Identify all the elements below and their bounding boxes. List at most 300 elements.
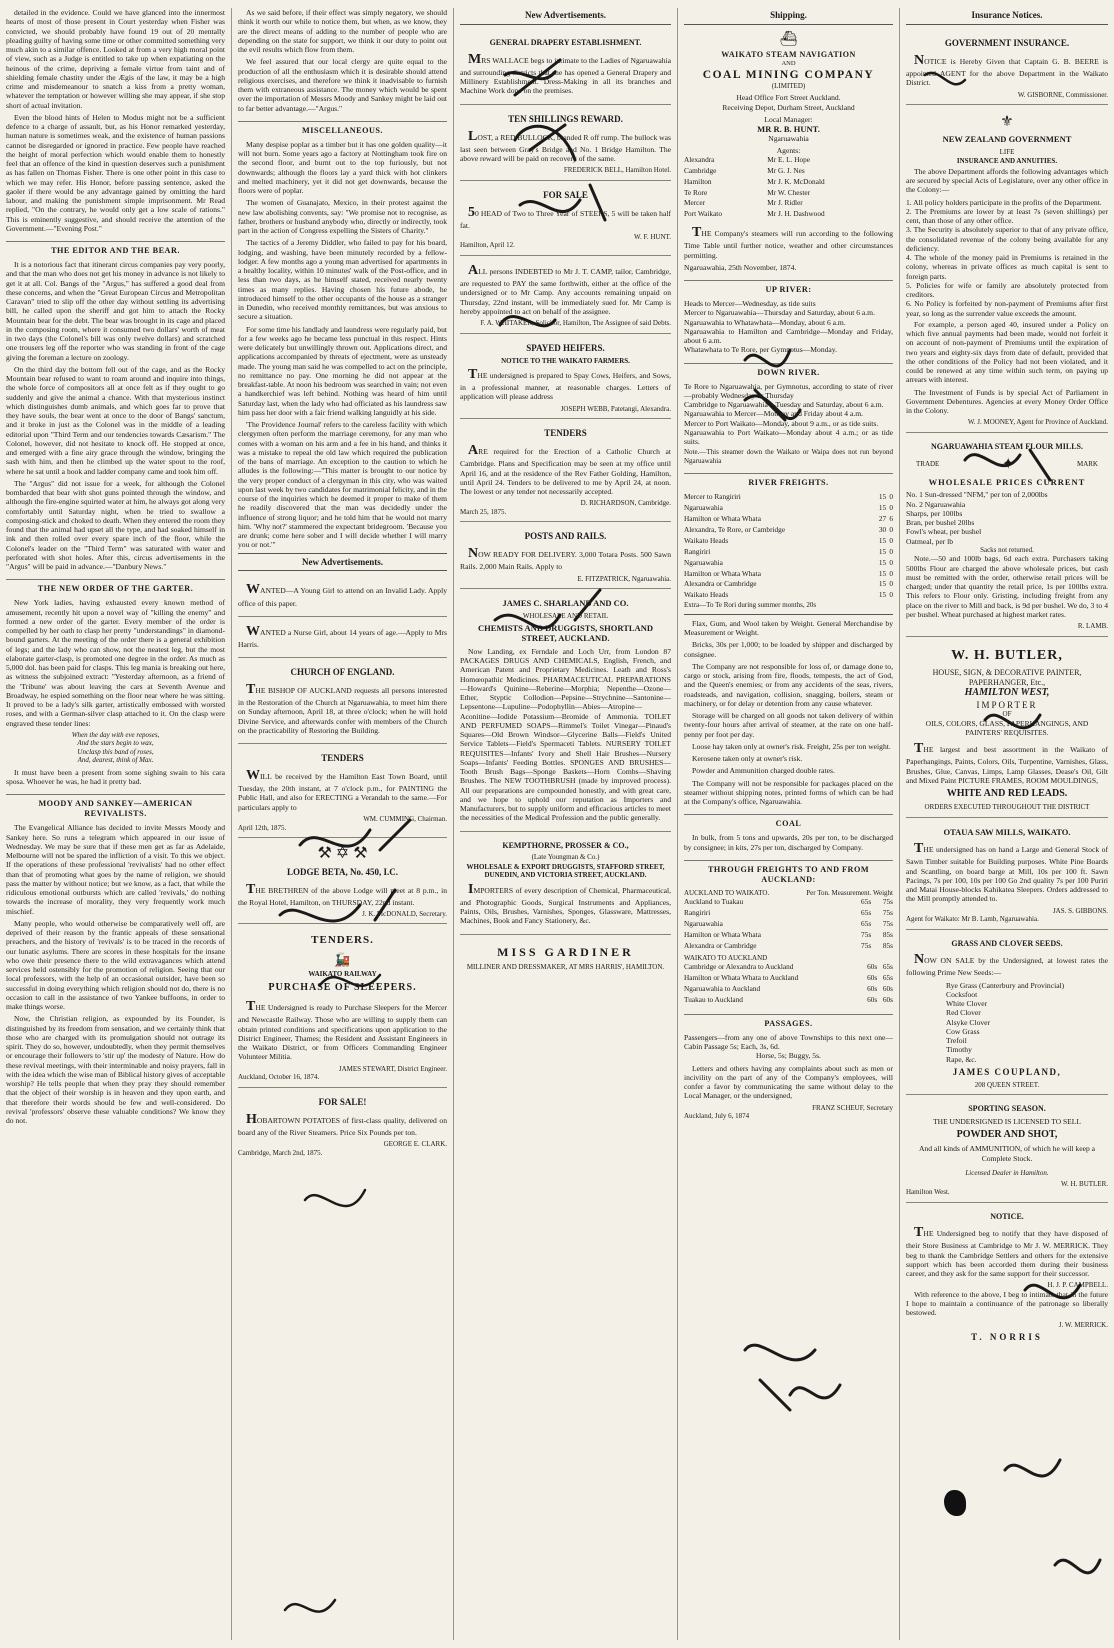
- advertisement: [906, 435, 1108, 637]
- table-row: [684, 166, 893, 177]
- price-item: Oatmeal, per lb: [906, 536, 954, 546]
- ad-licensed: Licensed Dealer in Hamilton.: [965, 1168, 1049, 1177]
- ad-date: March 25, 1875.: [460, 507, 507, 516]
- table-row: [684, 941, 893, 952]
- trade-mark-icon: ✦: [1001, 455, 1015, 473]
- ad-title: JAMES C. SHARLAND AND CO.: [502, 598, 629, 609]
- route: Cambridge or Alexandra to Auckland: [684, 962, 794, 972]
- measurement-rate: 65s: [861, 897, 872, 907]
- schedule-line: Te Rore to Ngaruawahia, per Gymnotus, according to state of river—probably Wednesday or Thursday: [684, 381, 893, 400]
- route: Rangiriri: [684, 546, 711, 556]
- through-subheading: AUCKLAND TO WAIKATO.: [684, 888, 770, 897]
- ad-date: April 12th, 1875.: [238, 823, 287, 832]
- list-item: Timothy: [946, 1045, 972, 1055]
- article-paragraph: It is a notorious fact that itinerant circus companies pay very poorly, and that the man who does not get his money in advance is not likely to get it at all. Col. Bangs of the "Argus," has suffered a good deal from these concerns, and when the "Great European Circus and Metropolitan Caravan" tried to slip off the other day without settling its advertising bill, he called upon the sheriff and got him to attach the Rocky Mountain bear for the debt. The bear was brought in its cage and placed in the composing room, where it consumed two dollars' worth of meat in two days (the Colonel's bill was only twelve dollars) and scratched one trousers leg off the reporter who was standing in front of the cage giving the foreman a lecture on zoology.: [6, 260, 225, 362]
- list-item: Cocksfoot: [946, 989, 978, 999]
- agent-place: Port Waikato: [684, 209, 722, 219]
- divider: [684, 614, 893, 615]
- article-paragraph: We feel assured that our local clergy are quite equal to the production of all the enthusiasm which it is desirable should attend religious exercises, and therefore we think it inadvisable to furnish them with extraneous assistance. The money which would be spent over the importation of Messrs Moody and Sankey might be laid out to far better advantage.—"Argus.": [238, 57, 447, 113]
- ad-title: TENDERS.: [311, 934, 374, 947]
- ad-text: And all kinds of AMMUNITION, of which he will keep a Complete Stock.: [918, 1144, 1096, 1163]
- ad-title: NEW ZEALAND GOVERNMENT: [942, 134, 1072, 145]
- ad-line: ORDERS EXECUTED THROUGHOUT THE DISTRICT: [924, 803, 1090, 812]
- freight-table: [684, 492, 893, 601]
- ad-heading: WHOLESALE & EXPORT DRUGGISTS, STAFFORD STREET, DUNEDIN, AND VICTORIA STREET, AUCKLAND.: [466, 862, 665, 880]
- advertisement: [906, 639, 1108, 818]
- ad-signature: E. FITZPATRICK, Ngaruawahia.: [577, 574, 671, 583]
- timetable-note: THE Company's steamers will run according to the following Time Table until further notice, weather and other circumstances permitting.: [684, 225, 893, 260]
- ad-subtitle: WAIKATO RAILWAY: [308, 969, 377, 978]
- ad-signature: H. J. P. CAMPBELL.: [1047, 1281, 1108, 1290]
- through-subheading: WAIKATO TO AUCKLAND: [684, 953, 768, 962]
- verse-line: And the stars begin to wax,: [77, 739, 154, 748]
- receiving-depot: Receiving Depot, Durham Street, Auckland: [722, 102, 855, 112]
- agent-place: Hamilton: [684, 176, 712, 186]
- ink-blot: [944, 1490, 966, 1516]
- weight-rate: 75s: [882, 897, 893, 907]
- weight-rate: 60s: [882, 984, 893, 994]
- measurement-rate: 75s: [861, 940, 872, 950]
- ad-signature: GEORGE E. CLARK.: [383, 1140, 447, 1149]
- masonic-emblem-icon: ⚒ ✡ ⚒: [317, 845, 368, 863]
- ad-signature: J. K. McDONALD, Secretary.: [362, 909, 447, 918]
- advertisement: [460, 336, 671, 420]
- advertisement: [460, 524, 671, 589]
- ad-line: IMPORTER: [976, 699, 1038, 710]
- list-item: White Clover: [946, 999, 988, 1009]
- ad-title: GENERAL DRAPERY ESTABLISHMENT.: [489, 37, 642, 47]
- benefit-point: 4. The whole of the money paid in Premiums is retained in the colony, whereas in private offices as much capital is sent to foreign parts.: [906, 253, 1108, 281]
- route: Hamilton or Whata Whata: [684, 930, 761, 939]
- weight-rate: 75s: [882, 919, 893, 929]
- route: Hamilton or Whata Whata: [684, 514, 761, 524]
- shillings: 15: [878, 590, 887, 600]
- table-row: [684, 188, 893, 199]
- ad-title: LODGE BETA, No. 450, I.C.: [286, 866, 399, 877]
- ad-title: OTAUA SAW MILLS, WAIKATO.: [943, 826, 1071, 837]
- freight-extra: Extra—To Te Rori during summer months, 20s: [684, 601, 817, 610]
- ad-signature: W. H. BUTLER.: [1061, 1179, 1108, 1188]
- terms-paragraph: The Company are not responsible for loss of, or damage done to, cargo or stock, arising from fire, floods, tempests, the act of God, and the Queen's enemies; or from any accidents of the seas, rivers, roadsteads, and navigation, collision, snagging, boilers, steam or machinery, or for delay or detention from any cause whatever.: [684, 661, 893, 708]
- shillings: 15: [878, 535, 887, 545]
- article-paragraph: detailed in the evidence. Could we have glanced into the innermost hearts of most of those present in Court yesterday when Fisher was convicted, we should probably have found 19 out of 20 mentally pleading guilty of having some time or other committed something very much akin to a similar offence. Looked at from a very high moral point of view, such as a Judge is entitled to take up when expatiating on the heinous of the crime, depriving a female virtue from taint and of shielding female chastity under the Ægis of the law, it may be a high crime and misdemeanour to snatch a kiss from a pretty woman, whatever the temptation or however willing she may appear, if she stop short of actual invitation.: [6, 8, 225, 110]
- benefit-point: 1. All policy holders participate in the profits of the Department.: [906, 197, 1102, 207]
- shillings: 30: [878, 525, 887, 535]
- article-paragraph: The tactics of a Jeremy Diddler, who failed to pay for his board, lodging, and washing, have been minutely recorded by a fellow-lodger. A few months ago a young man advertised for apartments in a healthy locality, within 10 minutes' walk of the Post-office, and in less than two days, as he himself stated, received nearly twenty times as many replies. Having chosen his future abode, he introduced himself to the other occupants of the house as a stranger in Dunedin, who received monthly remittances, but was anxious to secure a situation.: [238, 238, 447, 322]
- ad-heading: INSURANCE AND ANNUITIES.: [956, 157, 1058, 166]
- advertisement: [238, 660, 447, 744]
- terms-paragraph: Flax, Gum, and Wool taken by Weight. General Merchandise by Measurement or Weight.: [684, 618, 893, 638]
- schedule-line: Mercer to Ngaruawahia—Thursday and Saturday, about 6 a.m.: [684, 308, 875, 318]
- article-paragraph: For some time his landlady and laundress were regularly paid, but for a few weeks ago he became less punctual in this respect. Hints were delicately but unwillingly thrown out. Applications direct, and applications accompanied by threats of ejectment, were as unsteady made. The young man said he was compelled to act on the principle, no remittance no pay. One morning he did not appear at the breakfast-table. At noon his bedroom was searched in vain; not even a handkerchief was left behind. Nothing was heard of him until Saturday last, when the lady who had officiated as his laundress saw him pass her door with a fair friend walking languidly at his side.: [238, 324, 447, 417]
- ad-subtitle: MILLINER AND DRESSMAKER, AT MRS HARRIS', HAMILTON.: [466, 963, 665, 972]
- pence: 0: [889, 503, 893, 513]
- manager-label: Local Manager:: [764, 114, 813, 124]
- ad-text: HOBARTOWN POTATOES of first-class quality, delivered on board any of the River Steamers. Price Six Pounds per ton.: [238, 1111, 447, 1137]
- benefit-point: 2. The Premiums are lower by at least 7s (seven shillings) per cent, than those of any other office.: [906, 206, 1108, 226]
- ad-text: Note.—50 and 100lb bags, 6d each extra. Purchasers taking 500lbs Flour are charged the above wholesale prices, but cash must be remitted with the order, otherwise retail prices will be charged; under that quantity the retail price, 1s per 100lbs extra. This refers to Flour only. Gristing, including freight from any place on the river to Mill and back, is 9d per bushel. We do, 3 to 4 per bushel. Wheat purchased at highest market rates.: [906, 554, 1108, 619]
- schedule-line: Ngaruawahia to Mercer—Monday and Friday about 4 a.m.: [684, 409, 864, 419]
- table-row: [684, 536, 893, 547]
- agents-table: [684, 155, 893, 220]
- agent-place: Alexandra: [684, 154, 715, 164]
- advertisement: [460, 834, 671, 935]
- ad-title: KEMPTHORNE, PROSSER & CO.,: [502, 840, 629, 850]
- section-header: Insurance Notices.: [906, 10, 1108, 25]
- pence: 0: [889, 579, 893, 589]
- route: Alexandra or Cambridge: [684, 940, 757, 950]
- ad-signature: W. F. HUNT.: [634, 232, 671, 241]
- table-row: [684, 569, 893, 580]
- table-row: [684, 962, 893, 973]
- article-heading: THE NEW ORDER OF THE GARTER.: [6, 579, 225, 594]
- weight-rate: 65s: [882, 973, 893, 983]
- table-row: [684, 492, 893, 503]
- manager-place: Ngaruawahia: [768, 134, 809, 144]
- locomotive-icon: 🚂: [334, 951, 351, 967]
- list-item: Red Clover: [946, 1008, 981, 1018]
- schedule-line: Whatawhata to Te Rore, per Gymnotus—Monday.: [684, 345, 837, 355]
- coal-text: In bulk, from 5 tons and upwards, 20s per ton, to be discharged by consignee; in kits, 27s per ton, discharged by Company.: [684, 833, 893, 852]
- ad-date: Cambridge, March 2nd, 1875.: [238, 1148, 323, 1157]
- through-subheading-right: Per Ton. Measurement. Weight: [806, 888, 893, 897]
- route: Ngaruawahia to Auckland: [684, 984, 761, 994]
- ad-highlight: WHITE AND RED LEADS.: [946, 788, 1068, 800]
- route: Hamilton or Whata Whata to Auckland: [684, 973, 799, 983]
- ad-subtitle: (Late Youngman & Co.): [531, 853, 600, 862]
- passage-closing: Letters and others having any complaints about such as men or incivility on the part of any of the Company's employees, will confer a favor by communicating the same without delay to the Local Manager, or the undersigned,: [684, 1063, 893, 1101]
- route: Ngaruawahia: [684, 503, 723, 513]
- pence: 0: [889, 590, 893, 600]
- weight-rate: 85s: [882, 940, 893, 950]
- agent-place: Cambridge: [684, 165, 717, 175]
- ad-highlight: POWDER AND SHOT,: [956, 1129, 1058, 1141]
- table-row: [684, 973, 893, 984]
- article-paragraph: On the third day the bottom fell out of the cage, and as the Rocky Mountain bear refused to want to roam around and inquire into things, the whole force of compositors all at once felt as if they ought to go suddenly and give the animal a chance. With that mysterious instinct which distinguishes dumb animals, and which goes far to prove that they have souls, the bear went at once to the door of Bangs' sanctum, and it broke in just as the Colonel was in the middle of a leading editorial upon "Third Term and our tendencies towards Cæsarism." The Colonel, however, did not hesitate to knock off. He stopped at once, and emerged with a fine airy grace through the window, bringing the sash with him, and then he climbed up the water spout to the roof, where he sat until a hook and ladder company came and took him off.: [6, 364, 225, 476]
- advertisement: [460, 258, 671, 334]
- passage-line: Passengers—from any one of above Townships to this next one—Cabin Passage 5s; Each, 3s, 6d.: [684, 1032, 893, 1052]
- ad-subtitle: WHOLESALE AND RETAIL: [522, 611, 609, 620]
- price-item: Fowl's wheat, per bushel: [906, 527, 982, 537]
- advertisement: [906, 1205, 1108, 1352]
- ad-text: WILL be received by the Hamilton East Town Board, until Tuesday, the 20th instant, at 7 o'clock p.m., for PAINTING the Public Hall, and also for ERECTING a Verandah to the same.—For particulars apply to: [238, 768, 447, 812]
- shillings: 15: [878, 568, 887, 578]
- shillings: 15: [878, 579, 887, 589]
- route: Ngaruawahia: [684, 557, 723, 567]
- agent-name: Mr W. Chester: [767, 187, 811, 197]
- benefit-point: 5. Policies for wife or family are absolutely protected from creditors.: [906, 280, 1108, 300]
- list-item: Alsyke Clover: [946, 1017, 991, 1027]
- sacks-note: Sacks not returned.: [980, 545, 1034, 554]
- advertisement: [238, 746, 447, 838]
- advertisement: [238, 926, 447, 1087]
- ad-line: OILS, COLORS, GLASS, PAPERHANGINGS, AND: [925, 719, 1089, 728]
- agent-name: Mr G. J. Nes: [767, 165, 805, 175]
- ad-title: NOTICE.: [990, 1211, 1024, 1221]
- terms-paragraph: Bricks, 30s per 1,000; to be loaded by shipper and discharged by consignee.: [684, 640, 893, 659]
- benefit-point: 6. No Policy is forfeited by non-payment of Premiums after first year, so long as the surrender value exceeds the amount.: [906, 299, 1108, 318]
- article-heading: MISCELLANEOUS.: [238, 121, 447, 136]
- article-paragraph: As we said before, if their effect was simply negatory, we should think it worth our while to notice them, but when, as we know, they are the direct means of adding to the number of people who are depending on the state for support, we think it our duty to point out the evil results which flow from them.: [238, 8, 447, 54]
- pence: 6: [889, 514, 893, 524]
- table-row: [684, 919, 893, 930]
- ad-text: THE BRETHREN of the above Lodge will meet at 8 p.m., in the Royal Hotel, Hamilton, on THURSDAY, 22nd instant.: [238, 881, 447, 907]
- ad-signature: WM. CUMMING, Chairman.: [363, 814, 447, 823]
- schedule-line: Ngaruawahia to Hamilton and Cambridge—Monday and Friday, about 6 a.m.: [684, 326, 893, 346]
- advertisement: [906, 31, 1108, 105]
- table-row: [684, 995, 893, 1006]
- section-header: Shipping.: [684, 10, 893, 25]
- ad-text: WANTED a Nurse Girl, about 14 years of age.—Apply to Mrs Harris.: [238, 623, 447, 649]
- measurement-rate: 65s: [861, 919, 872, 929]
- verse-line: And, dearest, think of Max.: [77, 756, 154, 765]
- list-item: Trefoil: [946, 1036, 967, 1046]
- ad-signature: F. A. WHITAKER, Solicitor, Hamilton, The Assignee of said Debts.: [480, 319, 671, 328]
- ad-text: ARE required for the Erection of a Catholic Church at Cambridge. Plans and Specification may be seen at my office until April 16, and at the residence of the Rev Father Golding, Hamilton, until April 24. Tenders to be delivered to me by April 24, at noon. The lowest or any tender not necessarily accepted.: [460, 443, 671, 496]
- section-heading: COAL: [684, 814, 893, 829]
- schedule-line: Heads to Mercer—Wednesday, as tide suits: [684, 299, 816, 309]
- article-paragraph: 'The Providence Journal' refers to the careless facility with which clergymen often perform the marriage ceremony, for any man who comes with a woman on his arm and a fee in his hand, and thinks it was a mistake to repeal the old law which required the publication of the bans of marriage. An exception to the caution to which he alludes is the following:—"This matter is brought to our notice by the very proper conduct of a clergyman in this city, who was waited upon last week by two candidates for matrimonial felicity, and in the course of the inquiries which he deemed it proper to make of them he readily discovered that the man was decidedly under the influence of strong liquor; and he told him that he would not marry him. 'Why not?' stammered the expectant bridegroom. 'Because you are drunk; come here sober and I will decide whether I will marry you or not.'": [238, 420, 447, 550]
- schedule-line: Mercer to Port Waikato—Monday, about 9 a.m., or as tide suits.: [684, 418, 879, 428]
- agent-place: Te Rore: [684, 187, 708, 197]
- article-paragraph: Many despise poplar as a timber but it has one golden quality—it will not burn. Some years ago a factory at Nottingham took fire on the second floor, and burnt out to the top furiously, but not downwards; although the floors lay a yard thick with hot clinkers and melted machinery, yet it did not get downwards, because the floors were of poplar.: [238, 139, 447, 195]
- advertisement: [906, 820, 1108, 930]
- weight-rate: 85s: [882, 930, 893, 939]
- advertisement: [238, 577, 447, 616]
- ad-signature: JOSEPH WEBB, Patetangi, Alexandra.: [560, 404, 671, 413]
- ad-signature: JAS. S. GIBBONS.: [1052, 906, 1108, 915]
- agent-name: Mr J. Ridler: [767, 198, 803, 208]
- route: Ngaruawahia: [684, 919, 723, 929]
- shillings: 15: [878, 503, 887, 513]
- ad-title: GRASS AND CLOVER SEEDS.: [951, 938, 1063, 948]
- ad-signature: W. J. MOONEY, Agent for Province of Auckland.: [967, 418, 1108, 427]
- verse-line: When the day with eve reposes,: [71, 730, 160, 739]
- ad-text: THE undersigned has on hand a Large and General Stock of Sawn Timber suitable for Building purposes. White Pine Boards and Scantling, on board barge at Mill, 10s per 100 ft. Sawn Pacings, 7s per 100, 10s per 100 Go 2nd quality 7s per 100 Puriri and Matai House-blocks Kahikatea Sleepers. Orders addressed to the Mill promptly attended to.: [906, 841, 1108, 904]
- route: Rangiriri: [684, 908, 711, 918]
- ad-text: With reference to the above, I beg to intimate that in the future I hope to maintain a continuance of the patronage so liberally bestowed.: [906, 1289, 1108, 1318]
- ad-text: THE Undersigned is ready to Purchase Sleepers for the Mercer and Newcastle Railway. Those who are willing to supply them can obtain printed conditions and specifications upon application to the District Engineer, Thames; the Resident and Assistant Engineers in the Waikato District, or from Officers Commanding Engineer Volunteer Militia.: [238, 999, 447, 1062]
- agents-label: Agents:: [776, 145, 801, 155]
- table-row: [684, 930, 893, 941]
- ad-address: 208 QUEEN STREET.: [974, 1080, 1040, 1089]
- section-header: New Advertisements.: [238, 553, 447, 572]
- schedule-line: Cambridge to Ngaruawahia—Tuesday and Saturday, about 6 a.m.: [684, 400, 884, 410]
- route: Hamilton or Whata Whata: [684, 568, 761, 578]
- advertisement: [238, 840, 447, 924]
- verse-line: Unclasp this band of roses,: [77, 747, 154, 756]
- prices-title: WHOLESALE PRICES CURRENT: [928, 477, 1086, 488]
- table-row: [684, 558, 893, 569]
- section-heading: RIVER FREIGHTS.: [684, 473, 893, 488]
- ad-title: TENDERS: [321, 753, 364, 764]
- advertisement: [460, 31, 671, 105]
- table-row: [684, 897, 893, 908]
- ad-subtitle: LIFE: [999, 147, 1015, 156]
- shillings: 15: [878, 557, 887, 567]
- agent-name: Mr J. K. McDonald: [767, 176, 825, 186]
- measurement-rate: 60s: [867, 984, 878, 994]
- price-item: Sharps, per 100lbs: [906, 508, 963, 518]
- route: Alexandra or Cambridge: [684, 579, 757, 589]
- company-limited: (LIMITED): [771, 81, 806, 90]
- ad-text: THE undersigned is prepared to Spay Cows, Heifers, and Sows, in a professional manner, at reasonable charges. Letters of application will please address: [460, 367, 671, 402]
- terms-paragraph: Powder and Ammunition charged double rates.: [692, 766, 835, 776]
- ad-signature: FREDERICK BELL, Hamilton Hotel.: [563, 166, 671, 175]
- column-3: [454, 8, 678, 1640]
- ad-title: FOR SALE!: [318, 1096, 367, 1107]
- ad-title: POSTS AND RAILS.: [524, 531, 607, 542]
- shillings: 15: [878, 546, 887, 556]
- table-row: [684, 908, 893, 919]
- list-item: Cow Grass: [946, 1026, 980, 1036]
- route: Waikato Heads: [684, 535, 729, 545]
- passage-date: Auckland, July 6, 1874: [684, 1112, 750, 1121]
- article-heading: THE EDITOR AND THE BEAR.: [6, 241, 225, 256]
- ad-text: MRS WALLACE begs to intimate to the Ladies of Ngaruawahia and surrounding districts that she has opened a General Drapery and Millinery Establishment. Dress-Making in all its branches and Machine Work done on the premises.: [460, 51, 671, 96]
- ad-signature: JAMES COUPLAND,: [952, 1066, 1062, 1077]
- trade-label: TRADE: [916, 460, 940, 469]
- section-heading: DOWN RIVER.: [684, 363, 893, 378]
- section-heading: THROUGH FREIGHTS TO AND FROM AUCKLAND:: [684, 860, 893, 885]
- route: Mercer to Rangiriri: [684, 492, 741, 502]
- route: Auckland to Tuakau: [684, 897, 744, 907]
- ad-heading: PURCHASE OF SLEEPERS.: [268, 982, 417, 994]
- ad-title: TEN SHILLINGS REWARD.: [508, 113, 623, 124]
- ad-line: HAMILTON WEST,: [964, 687, 1050, 699]
- route: Alexandra, Te Rore, or Cambridge: [684, 525, 786, 535]
- through-freight-table: [684, 897, 893, 951]
- route: Waikato Heads: [684, 590, 729, 600]
- timetable-date: Ngaruawahia, 25th November, 1874.: [684, 262, 797, 272]
- article-paragraph: The "Argus" did not issue for a week, for although the Colonel bombarded that bear with shot guns pointed through the window, and although the fire-engine squirted water at him, he always got along very comfortably until Saturday night, when he tried to swallow a composing-stick and choked to death. When they entered the room they found that the animal had upset all the type, and had soaked himself in ink and then rolled over every spare inch of the floor, while the Colonel's leader on the "Third Term" was saturated with water and perforated with shot holes. After this, circus advertisements in the "Argus" will be paid in advance.—"Danbury News.": [6, 478, 225, 571]
- ad-text: THE UNDERSIGNED IS LICENSED TO SELL: [933, 1117, 1081, 1127]
- steamship-icon: ⛴: [779, 31, 798, 47]
- weight-rate: 60s: [882, 994, 893, 1004]
- advertisement: [460, 421, 671, 522]
- table-row: [684, 503, 893, 514]
- ad-title: SPORTING SEASON.: [968, 1104, 1046, 1114]
- list-item: Rape, &c.: [946, 1054, 977, 1064]
- manager-name: MR R. B. HUNT.: [757, 124, 820, 135]
- table-row: [684, 590, 893, 601]
- ad-text: WANTED—A Young Girl to attend on an Invalid Lady. Apply office of this paper.: [238, 582, 447, 608]
- schedule-note: Note.—This steamer down the Waikato or Waipa does not run beyond Ngaruawahia: [684, 448, 893, 465]
- ad-date: Hamilton, April 12.: [460, 241, 515, 250]
- advertisement: [460, 591, 671, 831]
- ad-title: NGARUAWAHIA STEAM FLOUR MILLS.: [930, 441, 1084, 451]
- company-name: WAIKATO STEAM NAVIGATION: [721, 50, 856, 60]
- column-4: [678, 8, 900, 1640]
- article-paragraph: It must have been a present from some sighing swain to his cara sposa. Whoever he was, he had it pretty bad.: [6, 767, 225, 787]
- table-row: [684, 579, 893, 590]
- ad-date: Auckland, October 16, 1874.: [238, 1073, 320, 1082]
- through-subheader: [684, 889, 893, 898]
- schedule-line: Ngaruawahia to Whatawhata—Monday, about 6 a.m.: [684, 317, 846, 327]
- ad-signature: J. W. MERRICK.: [1058, 1320, 1108, 1329]
- pence: 0: [889, 535, 893, 545]
- ad-text: NOTICE is Hereby Given that Captain G. B. BEERE is appointed AGENT for the above Department in the Waikato District.: [906, 52, 1108, 88]
- measurement-rate: 60s: [867, 962, 878, 972]
- route: Tuakau to Auckland: [684, 994, 743, 1004]
- table-row: [684, 177, 893, 188]
- advertisement: [906, 932, 1108, 1096]
- ad-heading: NOTICE TO THE WAIKATO FARMERS.: [501, 356, 630, 365]
- ad-text: THE largest and best assortment in the Waikato of Paperhangings, Paints, Colors, Oils, Turpentine, Varnishes, Glass, Brushes, Glue, Canvas, Limps, Lamp Glasses, Dease's Oil, Gilt and Mixed Paint PICTURE FRAMES, ROOM MOULDINGS,: [906, 741, 1108, 785]
- advertisement: [460, 937, 671, 978]
- verse: [6, 731, 225, 765]
- ad-text: 50 HEAD of Two to Three Year of STEERS, 5 will be taken half fat.: [460, 204, 671, 230]
- mark-label: MARK: [1076, 460, 1098, 469]
- schedule-line: Ngaruawahia to Port Waikato—Monday about 4 a.m.; or as tide suits.: [684, 427, 893, 447]
- ad-title: TENDERS: [544, 428, 587, 439]
- ad-text: For example, a person aged 40, insured under a Policy on which five annual payments had been made, would not forfeit it on account of non-payment of Premiums until the expiration of two years and eighty-six days from date of default, provided that the other conditions of the Policy had not been violated, and it could be renewed at any time within such term, on paying up arrears with interest.: [906, 319, 1108, 385]
- ad-text: The Investment of Funds is by special Act of Parliament in Government Debentures. Agencies at every Money Order Office in the Colony.: [906, 387, 1108, 416]
- terms-paragraph: Kerosene taken only at owner's risk.: [692, 754, 803, 764]
- ad-text: ALL persons INDEBTED to Mr J. T. CAMP, tailor, Cambridge, are requested to PAY the same forthwith, either at the office of the undersigned or to Mr Camp. Any accounts remaining unpaid on Thursday, 22nd instant, will be immediately sued for. Mr Camp is hereby appointed to act on behalf of the assignee.: [460, 262, 671, 316]
- shillings: 15: [878, 492, 887, 502]
- table-row: [684, 514, 893, 525]
- ad-signature: R. LAMB.: [1077, 622, 1108, 631]
- pence: 0: [889, 568, 893, 578]
- ad-line: OF: [1002, 710, 1012, 719]
- terms-paragraph: Storage will be charged on all goods not taken delivery of within twenty-four hours after arrival of steamer, at the rate on one half-penny per foot per day.: [684, 711, 893, 739]
- ad-title: FOR SALE: [543, 189, 588, 200]
- article-heading: MOODY AND SANKEY—AMERICAN REVIVALISTS.: [6, 794, 225, 819]
- price-item: Bran, per bushel 20lbs: [906, 518, 975, 528]
- ad-title: MISS GARDINER: [497, 944, 634, 959]
- ad-title: GOVERNMENT INSURANCE.: [944, 37, 1070, 48]
- column-5: [900, 8, 1114, 1640]
- table-row: [684, 155, 893, 166]
- measurement-rate: 75s: [861, 930, 872, 939]
- advertisement: [238, 1090, 447, 1162]
- ad-agent: Agent for Waikato: Mr B. Lamb, Ngaruawahia.: [906, 915, 1039, 924]
- ad-signature: W. GISBORNE, Commissioner.: [1017, 90, 1108, 99]
- price-item: No. 2 Ngaruawahia: [906, 499, 966, 509]
- ad-text: NOW READY FOR DELIVERY. 3,000 Totara Posts. 500 Sawn Rails. 2,000 Main Rails. Apply to: [460, 546, 671, 572]
- price-item: No. 1 Sun-dressed "NFM," per ton of 2,000lbs: [906, 490, 1048, 500]
- ad-signature: JAMES STEWART, District Engineer.: [338, 1064, 447, 1073]
- article-paragraph: Many people, who would otherwise be comparatively well off, are deprived of their reason by the frantic appeals of these sensational preachers, and the history of 'revivals' is to be traced in the records of our lunatic asylums. There are scores in these hospitals for the insane who owe their presence there to the wild extravagances which attend services held ostensibly for the promotion of religion. Seeing that our local professors, with the help of an occasional outsider, have been so successful in doing everything which religion should not do, there is no occasion to call in the assistance of two Yankee buffoons, in order to make things worse.: [6, 918, 225, 1012]
- article-paragraph: The Evangelical Alliance has decided to invite Messrs Moody and Sankey here. So runs a telegram which appeared in our issue of Wednesday. We may be sure that if these men get as far as Adelaide, Melbourne will not be spared the infliction of a visit. To this we object. If the operations of these professional 'revivalists' had no other effect than that of promoting what goes by the name of religion, we should pass the matter by without notice; but we know, as a fact, that while the ridiculous emotional outbursts which are called 'revivals,' do nothing towards the increase of morality, they very frequently work much mischief.: [6, 823, 225, 916]
- advertisement: [906, 107, 1108, 433]
- trade-mark: [916, 455, 1098, 475]
- ad-title: W. H. BUTLER,: [951, 647, 1063, 663]
- list-item: Rye Grass (Canterbury and Provincial): [946, 980, 1065, 990]
- ad-text: NOW ON SALE by the Undersigned, at lowest rates the following Prime New Seeds:—: [906, 952, 1108, 978]
- shillings: 27: [878, 514, 887, 524]
- secretary-signature: FRANZ SCHEUF, Secretary: [812, 1103, 893, 1112]
- table-row: [684, 547, 893, 558]
- head-office: Head Office Fort Street Auckland.: [736, 93, 841, 103]
- ad-text: IMPORTERS of every description of Chemical, Pharmaceutical, and Photographic Goods, Surgical Instruments and Appliances, Paints, Oils, Brushes, Varnishes, Sponges, Glassware, Mattresses, Machines, Book and Fancy Stationery, &c.: [460, 881, 671, 926]
- column-2: [232, 8, 454, 1640]
- ad-title: CHURCH OF ENGLAND.: [290, 667, 395, 678]
- terms-paragraph: The Company will not be responsible for packages placed on the steamer without shipping notes, printed forms of which can be had at the Company's office, Ngaruawahia.: [684, 778, 893, 807]
- ad-line: HOUSE, SIGN, & DECORATIVE PAINTER,: [932, 667, 1082, 677]
- weight-rate: 65s: [882, 962, 893, 972]
- advertisement: [906, 1097, 1108, 1202]
- column-1: [0, 8, 232, 1640]
- advertisement: [238, 619, 447, 658]
- ad-text: THE Undersigned beg to notify that they have disposed of their Store Business at Cambridge to Mr J. W. MERRICK. They beg to thank the Cambridge Settlers and others for the extensive support which has been accorded them during their business career, and they ask for the same support for their successor.: [906, 1225, 1108, 1279]
- pence: 0: [889, 546, 893, 556]
- ad-text: THE BISHOP OF AUCKLAND requests all persons interested in the Restoration of the Church at Ngaruawahia, to meet him there on Sunday afternoon, April 18, at three o'clock; when he will hold Divine Service, and afterwards confer with members of the Church on the practicability of Restoring the Building.: [238, 682, 447, 735]
- crest-icon: ⚜: [1000, 114, 1014, 131]
- agent-name: Mr E. L. Hope: [767, 154, 811, 164]
- ad-line: PAINTERS' REQUISITES.: [965, 728, 1049, 738]
